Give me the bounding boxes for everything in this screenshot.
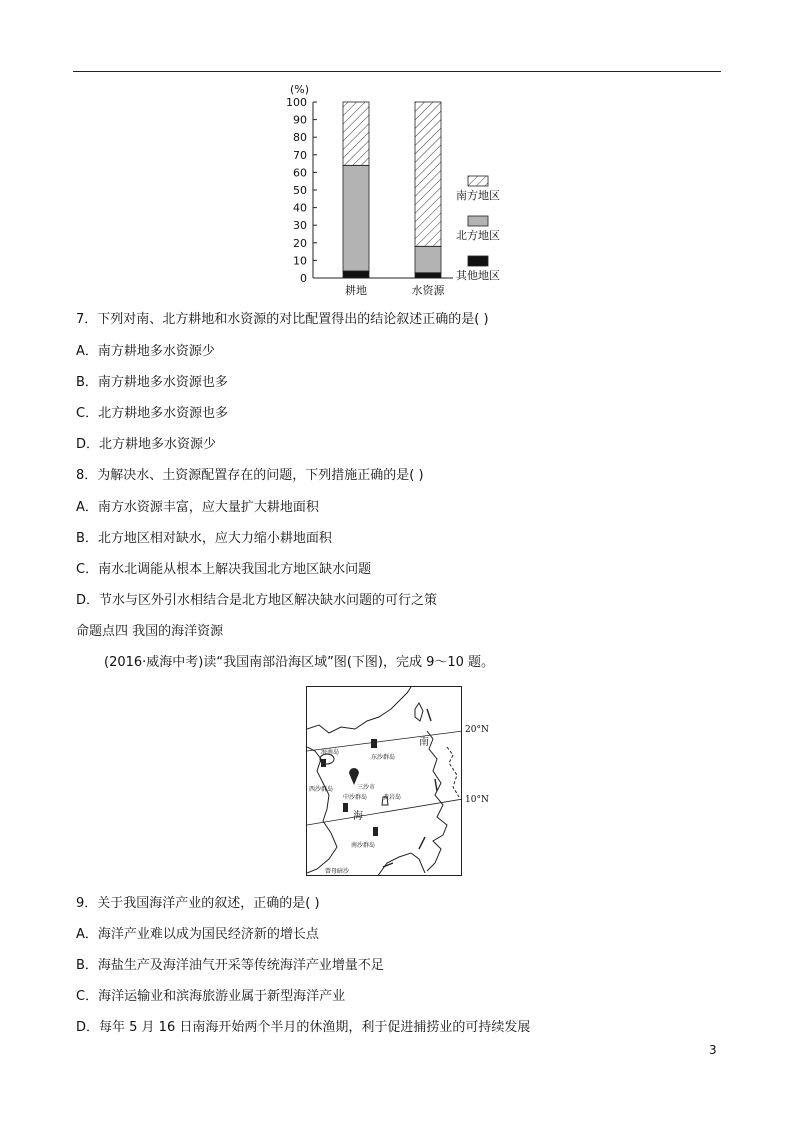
label-nan: 南 [419, 737, 429, 748]
label-sansha: 三沙市 [357, 784, 376, 791]
xisha-marker [343, 803, 348, 812]
x-tick-label: 耕地 [345, 284, 367, 297]
question-8-option-b: B．北方地区相对缺水，应大力缩小耕地面积 [76, 531, 332, 546]
lat-label-10: 10°N [465, 795, 489, 805]
label-nansha: 南沙群岛 [351, 842, 376, 849]
sansha-pin [349, 768, 359, 785]
legend-swatch [468, 176, 488, 186]
y-tick-label: 100 [286, 96, 307, 109]
question-9-option-a: A．海洋产业难以成为国民经济新的增长点 [76, 927, 319, 942]
question-7-option-d: D．北方耕地多水资源少 [76, 437, 217, 452]
label-zengmu: 曾母暗沙 [325, 868, 350, 875]
x-tick-label: 水资源 [411, 284, 445, 297]
y-tick-label: 50 [293, 184, 307, 197]
legend-label: 北方地区 [456, 229, 500, 242]
taiwan-island [415, 703, 423, 721]
y-tick-label: 0 [300, 272, 307, 285]
header-rule [73, 71, 721, 72]
nansha-marker [373, 827, 378, 836]
map-svg [307, 687, 462, 876]
bar-1-南方地区 [415, 102, 441, 246]
lat-line-20 [307, 731, 462, 751]
label-hai: 海 [353, 811, 363, 822]
bar-1-北方地区 [415, 246, 441, 272]
question-7-option-b: B．南方耕地多水资源也多 [76, 375, 228, 390]
y-tick-label: 20 [293, 236, 307, 250]
hainan-marker [321, 759, 326, 767]
legend-swatch [468, 256, 488, 266]
y-tick-label: 70 [293, 148, 307, 162]
question-8-option-c: C．南水北调能从根本上解决我国北方地区缺水问题 [76, 562, 372, 577]
mainland-coast [307, 687, 411, 733]
y-tick-label: 80 [293, 131, 307, 145]
question-8-stem: 8．为解决水、土资源配置存在的问题，下列措施正确的是( ) [76, 468, 424, 483]
philippines-coast [427, 731, 447, 871]
south-sea-map [306, 686, 462, 876]
question-8-option-a: A．南方水资源丰富，应大量扩大耕地面积 [76, 500, 319, 515]
question-9-option-c: C．海洋运输业和滨海旅游业属于新型海洋产业 [76, 989, 346, 1004]
question-7-option-c: C．北方耕地多水资源也多 [76, 406, 229, 421]
label-dongsha: 东沙群岛 [371, 754, 396, 761]
y-tick-label: 40 [293, 201, 307, 215]
chart-legend [456, 176, 500, 282]
question-8-option-d: D．节水与区外引水相结合是北方地区解决缺水问题的可行之策 [76, 593, 438, 608]
borneo-coast [377, 853, 425, 876]
chart-svg [268, 80, 528, 300]
label-zhongsha: 中沙群岛 [343, 794, 368, 801]
section-title: 命题点四 我国的海洋资源 [76, 624, 224, 639]
land-water-chart [268, 80, 528, 304]
page-number: 3 [709, 1043, 717, 1057]
bars [343, 102, 441, 278]
bar-0-其他地区 [343, 271, 369, 278]
legend-label: 南方地区 [456, 189, 500, 202]
bar-1-其他地区 [415, 273, 441, 278]
label-hainan: 海南岛 [321, 749, 340, 756]
x-labels [345, 283, 445, 297]
question-9-option-b: B．海盐生产及海洋油气开采等传统海洋产业增量不足 [76, 958, 384, 973]
question-9-option-d: D．每年 5 月 16 日南海开始两个半月的休渔期，利于促进捕捞业的可持续发展 [76, 1020, 531, 1035]
question-9-stem: 9．关于我国海洋产业的叙述，正确的是( ) [76, 896, 320, 911]
legend-label: 其他地区 [456, 269, 500, 282]
map-intro: (2016·威海中考)读“我国南部沿海区域”图(下图)，完成 9～10 题。 [104, 655, 495, 670]
lat-line-10 [307, 799, 462, 825]
y-axis-unit: (%) [290, 83, 310, 96]
y-tick-label: 90 [293, 113, 307, 127]
label-huangyan: 黄岩岛 [383, 794, 402, 801]
question-7-stem: 7．下列对南、北方耕地和水资源的对比配置得出的结论叙述正确的是( ) [76, 312, 489, 327]
question-7-option-a: A．南方耕地多水资源少 [76, 344, 215, 359]
bar-0-北方地区 [343, 165, 369, 271]
bar-0-南方地区 [343, 102, 369, 165]
legend-swatch [468, 216, 488, 226]
dongsha-marker [371, 739, 377, 748]
y-tick-label: 10 [293, 254, 307, 268]
philippines-islands [447, 747, 459, 797]
y-tick-label: 60 [293, 166, 307, 180]
label-xisha: 西沙群岛 [309, 786, 334, 793]
y-tick-label: 30 [293, 219, 307, 233]
lat-label-20: 20°N [465, 725, 489, 735]
